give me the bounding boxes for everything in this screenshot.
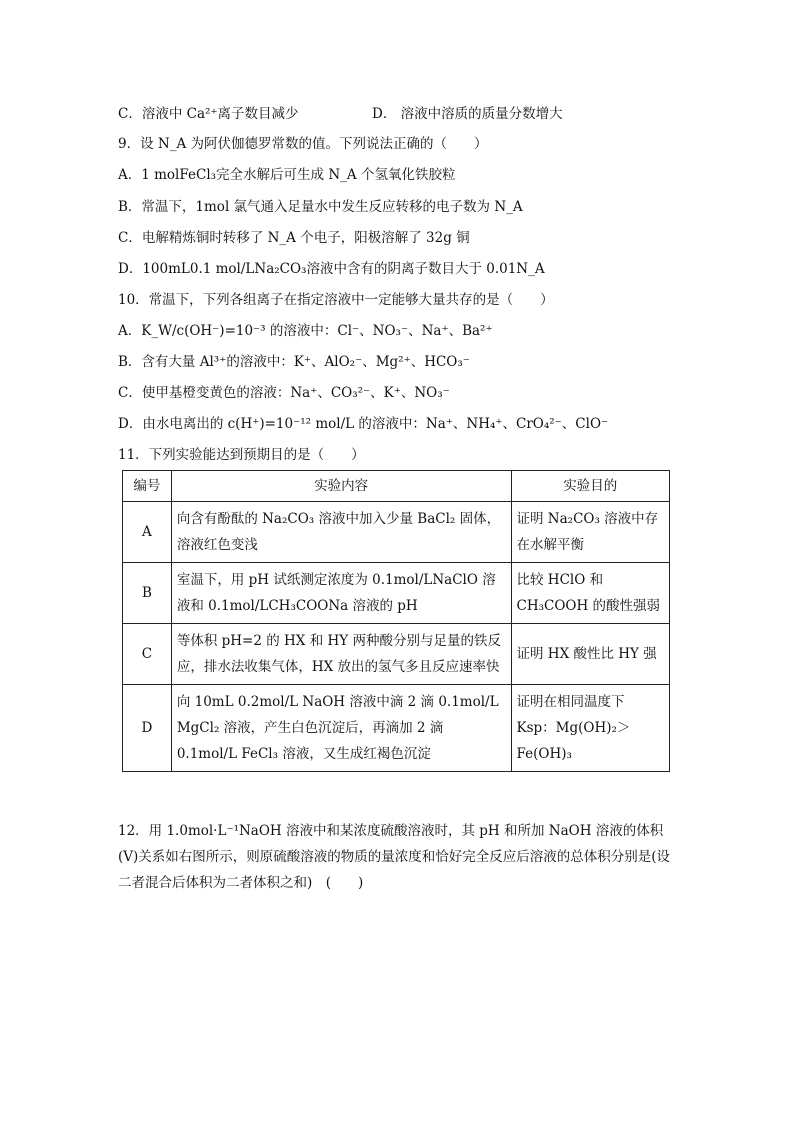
q10-stem: 10．常温下，下列各组离子在指定溶液中一定能够大量共存的是（ ） — [118, 292, 554, 308]
table-row — [123, 685, 670, 772]
q8-option-c: C．溶液中 Ca²⁺离子数目减少 — [118, 106, 299, 122]
q9-option-c: C．电解精炼铜时转移了 N_A 个电子，阳极溶解了 32g 铜 — [118, 230, 470, 246]
table-row — [123, 563, 670, 624]
q8-option-d: D． 溶液中溶质的质量分数增大 — [372, 106, 563, 122]
q9-stem: 9．设 N_A 为阿伏伽德罗常数的值。下列说法正确的（ ） — [118, 136, 488, 152]
row-goal: 证明 HX 酸性比 HY 强 — [511, 624, 669, 685]
header-content: 实验内容 — [171, 471, 511, 502]
table-row — [123, 624, 670, 685]
q10-option-c: C．使甲基橙变黄色的溶液：Na⁺、CO₃²⁻、K⁺、NO₃⁻ — [118, 385, 450, 401]
row-goal: 比较 HClO 和 CH₃COOH 的酸性强弱 — [511, 563, 669, 624]
q10-option-b: B．含有大量 Al³⁺的溶液中：K⁺、AlO₂⁻、Mg²⁺、HCO₃⁻ — [118, 354, 470, 370]
q10-option-d: D．由水电离出的 c(H⁺)=10⁻¹² mol/L 的溶液中：Na⁺、NH₄⁺、CrO₄²⁻、ClO⁻ — [118, 416, 609, 432]
row-id: C — [123, 624, 172, 685]
q9-option-d: D．100mL0.1 mol/LNa₂CO₃溶液中含有的阴离子数目大于 0.01N_A — [118, 261, 545, 277]
q10-option-a: A．K_W/c(OH⁻)=10⁻³ 的溶液中：Cl⁻、NO₃⁻、Na⁺、Ba²⁺ — [118, 323, 493, 339]
q12-stem: 12．用 1.0mol·L⁻¹NaOH 溶液中和某浓度硫酸溶液时，其 pH 和所加 NaOH 溶液的体积(V)关系如右图所示，则原硫酸溶液的物质的量浓度和恰好完全反应后溶液的总体积分别是(设二者混合后体积为二者体积之和) ( ) — [118, 823, 671, 891]
table-header-row — [123, 471, 670, 502]
row-content: 向 10mL 0.2mol/L NaOH 溶液中滴 2 滴 0.1mol/L MgCl₂ 溶液，产生白色沉淀后，再滴加 2 滴 0.1mol/L FeCl₃ 溶液，又生成红褐色沉淀 — [171, 685, 511, 772]
row-id: B — [123, 563, 172, 624]
row-goal: 证明在相同温度下 Ksp：Mg(OH)₂＞Fe(OH)₃ — [511, 685, 669, 772]
row-content: 室温下，用 pH 试纸测定浓度为 0.1mol/LNaClO 溶液和 0.1mol/LCH₃COONa 溶液的 pH — [171, 563, 511, 624]
q9-option-b: B．常温下，1mol 氯气通入足量水中发生反应转移的电子数为 N_A — [118, 199, 523, 215]
row-goal: 证明 Na₂CO₃ 溶液中存在水解平衡 — [511, 502, 669, 563]
row-content: 向含有酚酞的 Na₂CO₃ 溶液中加入少量 BaCl₂ 固体，溶液红色变浅 — [171, 502, 511, 563]
row-content: 等体积 pH=2 的 HX 和 HY 两种酸分别与足量的铁反应，排水法收集气体，HX 放出的氢气多且反应速率快 — [171, 624, 511, 685]
row-id: D — [123, 685, 172, 772]
q11-experiment-table — [122, 470, 670, 772]
table-row — [123, 502, 670, 563]
header-id: 编号 — [123, 471, 172, 502]
q9-option-a: A．1 molFeCl₃完全水解后可生成 N_A 个氢氧化铁胶粒 — [118, 167, 456, 183]
q11-stem: 11．下列实验能达到预期目的是（ ） — [118, 447, 365, 463]
header-goal: 实验目的 — [511, 471, 669, 502]
row-id: A — [123, 502, 172, 563]
